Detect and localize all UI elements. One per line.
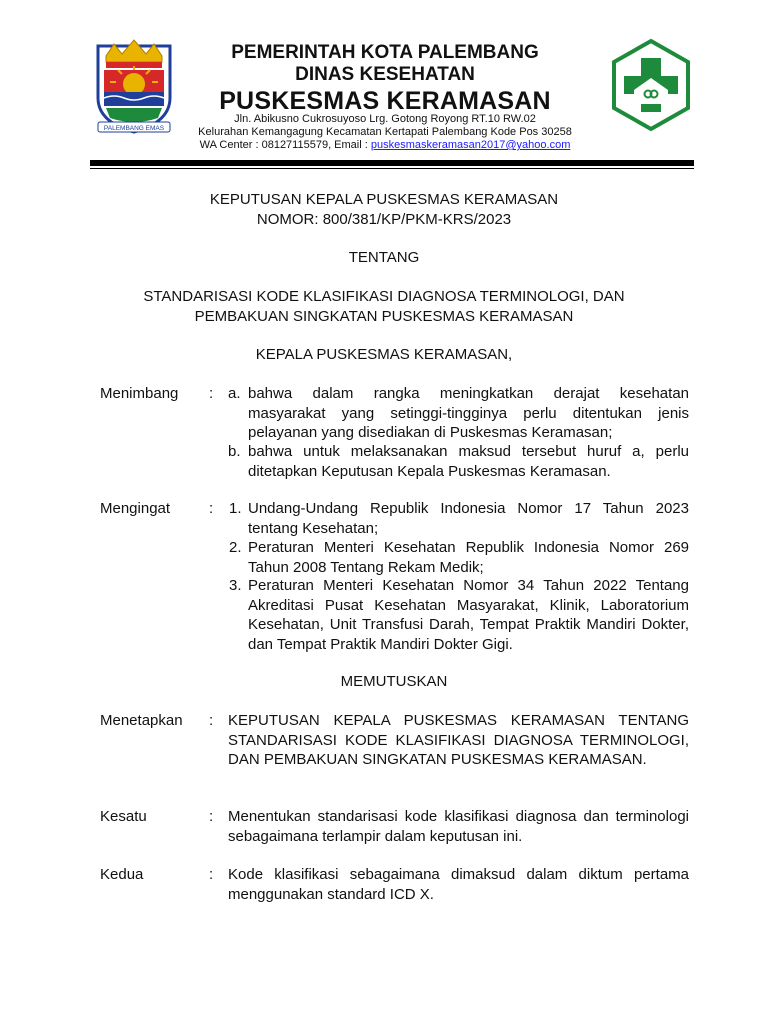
kedua-text: Kode klasifikasi sebagaimana dimaksud dalam diktum pertama menggunakan standard ICD X. (228, 866, 689, 903)
kesatu-label: Kesatu (100, 808, 147, 825)
mengingat-colon: : (209, 500, 214, 517)
crest-motto-text: PALEMBANG EMAS (103, 125, 165, 132)
puskesmas-cross-logo (610, 38, 692, 132)
menetapkan-colon: : (209, 712, 214, 729)
decide-heading: MEMUTUSKAN (340, 673, 448, 690)
mengingat-label: Mengingat (100, 500, 171, 517)
menimbang-colon: : (209, 385, 214, 402)
letterhead-contact (180, 138, 590, 152)
mengingat-item-1: Undang-Undang Republik Indonesia Nomor 17 Tahun 2023 tentang Kesehatan; (248, 500, 689, 537)
letterhead-divider-thick (90, 160, 694, 166)
kesatu-colon: : (209, 808, 214, 825)
decree-issuer: KEPALA PUSKESMAS KERAMASAN, (255, 346, 513, 363)
palembang-city-crest-logo (92, 36, 176, 136)
decree-number: NOMOR: 800/381/KP/PKM-KRS/2023 (256, 211, 512, 228)
menimbang-item-a-marker: a. (228, 385, 241, 402)
kesatu-text: Menentukan standarisasi kode klasifikasi diagnosa dan terminologi sebagaimana terlampir dalam keputusan ini. (228, 808, 689, 845)
menetapkan-label: Menetapkan (100, 712, 183, 729)
decree-about: TENTANG (348, 249, 420, 266)
letterhead-institution: PUSKESMAS KERAMASAN (219, 87, 551, 115)
letterhead-divider-thin (90, 168, 694, 169)
mengingat-item-2: Peraturan Menteri Kesehatan Republik Indonesia Nomor 269 Tahun 2008 Tentang Rekam Medik; (248, 539, 689, 576)
menimbang-item-b-marker: b. (228, 443, 241, 460)
decree-title: KEPUTUSAN KEPALA PUSKESMAS KERAMASAN (209, 191, 559, 208)
email-link[interactable]: puskesmaskeramasan2017@yahoo.com (370, 139, 571, 151)
mengingat-item-2-marker: 2. (229, 539, 242, 556)
kedua-label: Kedua (100, 866, 144, 883)
decree-subject-line-1: STANDARISASI KODE KLASIFIKASI DIAGNOSA TERMINOLOGI, DAN (143, 288, 625, 305)
letterhead-government: PEMERINTAH KOTA PALEMBANG (231, 42, 539, 63)
menimbang-item-b: bahwa untuk melaksanakan maksud tersebut huruf a, perlu ditetapkan Keputusan Kepala Puskesmas Keramasan. (248, 443, 689, 480)
mengingat-item-3: Peraturan Menteri Kesehatan Nomor 34 Tahun 2022 Tentang Akreditasi Pusat Kesehatan Masyarakat, Klinik, Laboratorium Kesehatan, Unit Transfusi Darah, Tempat Praktik Mandiri Dokter, dan Tempat Praktik Mandiri Dokter Gigi. (248, 577, 689, 653)
letterhead-address-street: Jln. Abikusno Cukrosuyoso Lrg. Gotong Royong RT.10 RW.02 (234, 113, 536, 125)
menimbang-item-a: bahwa dalam rangka meningkatkan derajat kesehatan masyarakat yang setinggi-tingginya perlu ditentukan jenis pelayanan yang disediakan di Puskesmas Keramasan; (248, 385, 689, 441)
letterhead-department: DINAS KESEHATAN (295, 64, 475, 85)
decree-subject-line-2: PEMBAKUAN SINGKATAN PUSKESMAS KERAMASAN (194, 308, 574, 325)
mengingat-item-1-marker: 1. (229, 500, 242, 517)
kedua-colon: : (209, 866, 214, 883)
letterhead-address-district: Kelurahan Kemangagung Kecamatan Kertapati Palembang Kode Pos 30258 (198, 126, 572, 138)
menimbang-label: Menimbang (100, 385, 179, 402)
contact-prefix: WA Center : 08127115579, Email : (199, 139, 371, 151)
mengingat-item-3-marker: 3. (229, 577, 242, 594)
menetapkan-text: KEPUTUSAN KEPALA PUSKESMAS KERAMASAN TENTANG STANDARISASI KODE KLASIFIKASI DIAGNOSA TERMINOLOGI, DAN PEMBAKUAN SINGKATAN PUSKESMAS KERAMASAN. (228, 712, 689, 768)
